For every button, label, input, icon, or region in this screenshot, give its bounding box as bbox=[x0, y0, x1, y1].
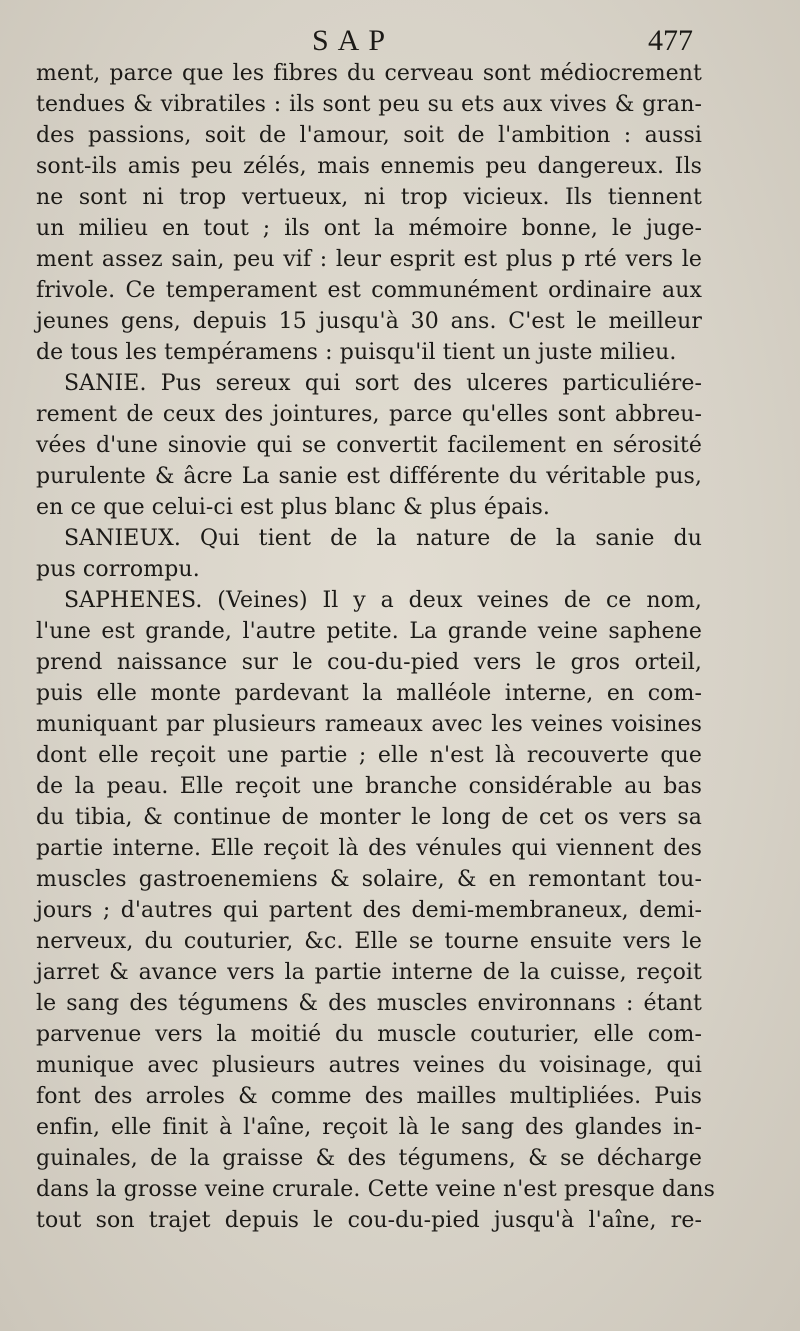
text-line: l'une est grande, l'autre petite. La grande veine saphene bbox=[36, 619, 702, 644]
text-line: en ce que celui-ci est plus blanc & plus épais. bbox=[36, 495, 550, 520]
text-line: le sang des tégumens & des muscles environnans : étant bbox=[36, 991, 702, 1016]
entry-sanie: SANIE. Pus sereux qui sort des ulceres particuliére- bbox=[64, 371, 702, 396]
text-line: de tous les tempéramens : puisqu'il tient un juste milieu. bbox=[36, 340, 677, 365]
text-line: enfin, elle finit à l'aîne, reçoit là le sang des glandes in- bbox=[36, 1115, 702, 1140]
text-line: tendues & vibratiles : ils sont peu su ets aux vives & gran- bbox=[36, 92, 702, 117]
text-line: tout son trajet depuis le cou-du-pied jusqu'à l'aîne, re- bbox=[36, 1208, 702, 1233]
text-line: guinales, de la graisse & des tégumens, & se décharge bbox=[36, 1146, 702, 1171]
text-line: jours ; d'autres qui partent des demi-membraneux, demi- bbox=[36, 898, 702, 923]
text-line: ne sont ni trop vertueux, ni trop vicieux. Ils tiennent bbox=[36, 185, 702, 210]
text-line: purulente & âcre La sanie est différente du véritable pus, bbox=[36, 464, 702, 489]
text-line: muniquant par plusieurs rameaux avec les veines voisines bbox=[36, 712, 702, 737]
text-line: prend naissance sur le cou-du-pied vers le gros orteil, bbox=[36, 650, 702, 675]
text-line: jeunes gens, depuis 15 jusqu'à 30 ans. C'est le meilleur bbox=[36, 309, 702, 334]
text-line: rement de ceux des jointures, parce qu'elles sont abbreu- bbox=[36, 402, 702, 427]
text-line: de la peau. Elle reçoit une branche considérable au bas bbox=[36, 774, 702, 799]
running-head: SAP bbox=[312, 24, 395, 57]
text-line: frivole. Ce temperament est communément ordinaire aux bbox=[36, 278, 702, 303]
text-line: font des arroles & comme des mailles multipliées. Puis bbox=[36, 1084, 702, 1109]
text-line: parvenue vers la moitié du muscle couturier, elle com- bbox=[36, 1022, 702, 1047]
text-line: du tibia, & continue de monter le long de cet os vers sa bbox=[36, 805, 702, 830]
text-line: jarret & avance vers la partie interne de la cuisse, reçoit bbox=[36, 960, 702, 985]
page-header bbox=[0, 24, 800, 60]
text-line: puis elle monte pardevant la malléole interne, en com- bbox=[36, 681, 702, 706]
text-line: muscles gastroenemiens & solaire, & en remontant tou- bbox=[36, 867, 702, 892]
text-line: dans la grosse veine crurale. Cette veine n'est presque dans bbox=[36, 1177, 715, 1202]
page-number: 477 bbox=[648, 24, 693, 57]
text-line: nerveux, du couturier, &c. Elle se tourne ensuite vers le bbox=[36, 929, 702, 954]
text-line: ment, parce que les fibres du cerveau sont médiocrement bbox=[36, 61, 702, 86]
text-line: un milieu en tout ; ils ont la mémoire bonne, le juge- bbox=[36, 216, 702, 241]
text-line: des passions, soit de l'amour, soit de l'ambition : aussi bbox=[36, 123, 702, 148]
text-line: partie interne. Elle reçoit là des vénules qui viennent des bbox=[36, 836, 702, 861]
text-line: munique avec plusieurs autres veines du voisinage, qui bbox=[36, 1053, 702, 1078]
text-line: pus corrompu. bbox=[36, 557, 200, 582]
text-line: ment assez sain, peu vif : leur esprit est plus p rté vers le bbox=[36, 247, 702, 272]
text-line: sont-ils amis peu zélés, mais ennemis peu dangereux. Ils bbox=[36, 154, 702, 179]
page-text bbox=[36, 58, 715, 1236]
text-line: vées d'une sinovie qui se convertit facilement en sérosité bbox=[36, 433, 702, 458]
text-line: dont elle reçoit une partie ; elle n'est là recouverte que bbox=[36, 743, 702, 768]
entry-sanieux: SANIEUX. Qui tient de la nature de la sanie du bbox=[64, 526, 702, 551]
entry-saphenes: SAPHENES. (Veines) Il y a deux veines de ce nom, bbox=[64, 588, 702, 613]
